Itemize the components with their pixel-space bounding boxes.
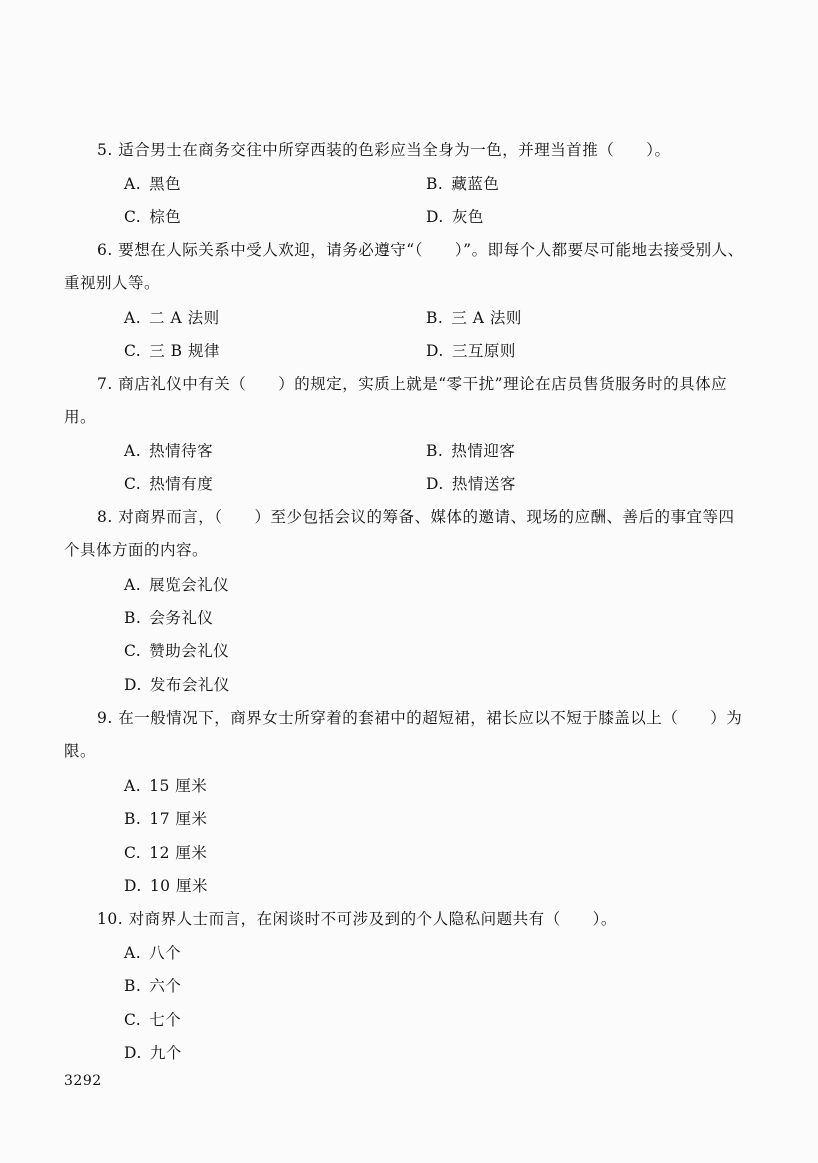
- question-6-option-a: [124, 308, 220, 328]
- question-9-option-d: [124, 876, 208, 896]
- option-text: 棕色: [149, 208, 182, 226]
- question-6-text: 6. 要想在人际关系中受人欢迎，请务必遵守“（ ）”。即每个人都要尽可能地去接受别人、重视别人等。: [64, 241, 744, 292]
- question-6-option-d: [426, 341, 516, 361]
- option-text: 热情待客: [149, 442, 214, 460]
- question-8-option-c: [124, 641, 229, 661]
- option-letter: A.: [124, 442, 142, 460]
- question-5-option-d: [426, 207, 484, 227]
- option-letter: C.: [124, 642, 142, 660]
- question-10-option-c: [124, 1010, 181, 1030]
- option-text: 15 厘米: [149, 777, 208, 795]
- option-letter: A.: [124, 777, 142, 795]
- option-text: 七个: [149, 1011, 182, 1029]
- option-text: 三互原则: [451, 342, 516, 360]
- option-text: 展览会礼仪: [149, 576, 230, 594]
- option-letter: D.: [426, 342, 444, 360]
- option-text: 三 A 法则: [451, 309, 522, 327]
- question-10-option-b: [124, 976, 181, 996]
- option-text: 八个: [149, 944, 182, 962]
- option-letter: D.: [124, 676, 142, 694]
- option-letter: D.: [124, 877, 142, 895]
- option-text: 三 B 规律: [149, 342, 220, 360]
- question-8-option-b: [124, 608, 213, 628]
- question-6-option-b: [426, 308, 522, 328]
- question-7-option-b: [426, 441, 515, 461]
- option-letter: C.: [124, 1011, 142, 1029]
- question-7-option-c: [124, 474, 213, 494]
- option-text: 发布会礼仪: [149, 676, 230, 694]
- option-letter: C.: [124, 342, 142, 360]
- question-8-option-a: [124, 575, 229, 595]
- option-letter: D.: [426, 208, 444, 226]
- option-text: 热情迎客: [451, 442, 516, 460]
- option-letter: B.: [426, 442, 444, 460]
- option-text: 九个: [149, 1044, 182, 1062]
- option-letter: B.: [124, 977, 142, 995]
- question-9-text: 9. 在一般情况下，商界女士所穿着的套裙中的超短裙，裙长应以不短于膝盖以上（ ）为限。: [64, 709, 743, 760]
- question-8-option-d: [124, 675, 230, 695]
- question-5-text: 5. 适合男士在商务交往中所穿西装的色彩应当全身为一色，并理当首推（ ）。: [97, 141, 671, 159]
- question-7-text: 7. 商店礼仪中有关（ ）的规定，实质上就是“零干扰”理论在店员售货服务时的具体应用。: [64, 375, 728, 426]
- option-letter: D.: [426, 475, 444, 493]
- option-text: 10 厘米: [149, 877, 208, 895]
- question-8-text: 8. 对商界而言，（ ）至少包括会议的筹备、媒体的邀请、现场的应酬、善后的事宜等四个具体方面的内容。: [64, 508, 735, 559]
- option-text: 12 厘米: [149, 844, 208, 862]
- exam-code: 3292: [64, 1073, 102, 1089]
- option-text: 藏蓝色: [451, 175, 500, 193]
- option-text: 热情送客: [451, 475, 516, 493]
- question-7-option-d: [426, 474, 516, 494]
- option-text: 热情有度: [149, 475, 214, 493]
- option-letter: B.: [426, 309, 444, 327]
- question-5-option-b: [426, 174, 499, 194]
- question-9-option-c: [124, 843, 207, 863]
- question-10-text: 10. 对商界人士而言，在闲谈时不可涉及到的个人隐私问题共有（ ）。: [97, 910, 617, 928]
- question-9-option-a: [124, 776, 207, 796]
- option-letter: A.: [124, 576, 142, 594]
- option-letter: C.: [124, 475, 142, 493]
- option-letter: B.: [124, 609, 142, 627]
- question-9-option-b: [124, 809, 207, 829]
- question-10-option-a: [124, 943, 181, 963]
- option-letter: B.: [124, 810, 142, 828]
- option-letter: A.: [124, 175, 142, 193]
- option-letter: D.: [124, 1044, 142, 1062]
- option-text: 17 厘米: [149, 810, 208, 828]
- option-text: 赞助会礼仪: [149, 642, 230, 660]
- option-letter: B.: [426, 175, 444, 193]
- option-text: 黑色: [149, 175, 182, 193]
- option-letter: C.: [124, 844, 142, 862]
- option-letter: C.: [124, 208, 142, 226]
- question-5-option-c: [124, 207, 181, 227]
- option-text: 会务礼仪: [149, 609, 214, 627]
- option-text: 六个: [149, 977, 182, 995]
- question-5-option-a: [124, 174, 181, 194]
- option-letter: A.: [124, 944, 142, 962]
- question-10-option-d: [124, 1043, 182, 1063]
- question-7-option-a: [124, 441, 213, 461]
- question-6-option-c: [124, 341, 220, 361]
- option-letter: A.: [124, 309, 142, 327]
- option-text: 灰色: [451, 208, 484, 226]
- option-text: 二 A 法则: [149, 309, 220, 327]
